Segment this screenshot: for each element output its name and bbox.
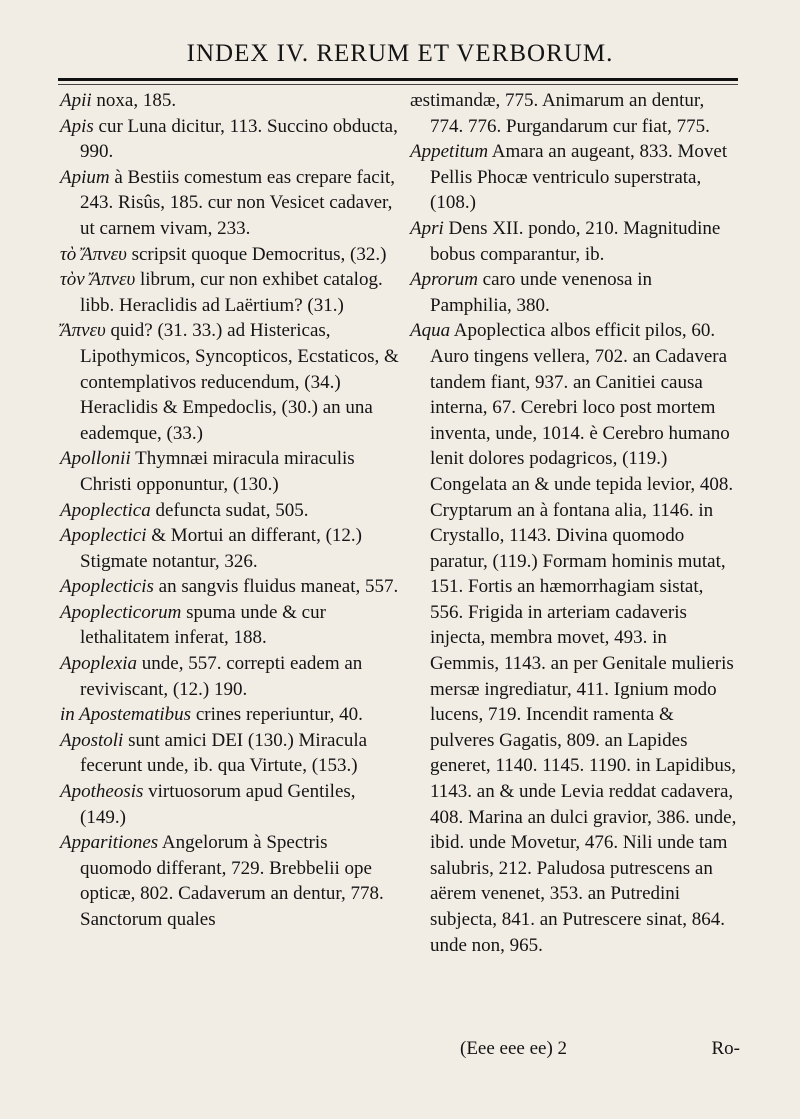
header-rule-thin xyxy=(58,84,738,85)
entry-text: Angelorum à Spectris quomodo differant, 729. Brebbelii ope opticæ, 802. Cadaverum an dentur, 778. Sanctorum quales xyxy=(80,832,384,930)
page-footer xyxy=(460,1038,740,1060)
entry-text: unde, 557. correpti eadem an reviviscant, (12.) 190. xyxy=(80,653,363,700)
entry-head: Apparitiones xyxy=(60,832,159,854)
index-entry xyxy=(60,114,400,165)
entry-text: scripsit quoque Democritus, (32.) xyxy=(126,243,387,265)
entry-text: Dens XII. pondo, 210. Magnitudine bobus comparantur, ib. xyxy=(430,217,721,265)
entry-head: Apoplecticorum xyxy=(60,601,182,623)
index-entry xyxy=(60,267,400,318)
entry-text: Amara an augeant, 833. Movet Pellis Phocæ ventriculo superstrata, (108.) xyxy=(430,141,728,214)
entry-text: cur Luna dicitur, 113. Succino obducta, 990. xyxy=(80,115,398,163)
entry-text: Apoplectica albos efficit pilos, 60. Auro tingens vellera, 702. an Cadavera tandem fiant, 937. an Canitiei causa interna, 67. Cerebri loco post mortem inventa, unde, 1014. è Cerebro humano lenit dolores podagricos, (119.) Congelata an & unde tepida levior, 408. Cryptarum an à fontana alia, 1146. in Crystallo, 1143. Divina quomodo paratur, (119.) Formam hominis mutat, 151. Fortis an hæmorrhagiam sistat, 556. Frigida in arteriam cadaveris injecta, membra movet, 493. in Gemmis, 1143. an per Genitale mulieris mersæ ingrediatur, 411. Ignium modo lucens, 719. Incendit ramenta & pulveres Gagatis, 809. an Lapides generet, 1140. 1145. 1190. in Lapidibus, 1143. an & unde Levia reddat cadavera, 408. Marina an dulci gravior, 386. unde, ibid. unde Movetur, 476. Nili unde tam salubris, 212. Paludosa putrescens an aërem venenet, 353. an Putredini subjecta, 841. an Putrescere sinat, 864. unde non, 965. xyxy=(430,320,737,956)
index-entry xyxy=(60,318,400,446)
entry-text: crines reperiuntur, 40. xyxy=(191,704,363,726)
entry-head: Aprorum xyxy=(410,269,478,291)
entry-head: Apollonii xyxy=(60,448,131,470)
entry-head: Apoplexia xyxy=(60,653,138,675)
entry-head: Apri xyxy=(410,217,444,239)
catchword: Ro- xyxy=(711,1038,740,1059)
index-entry xyxy=(60,446,400,497)
entry-text: à Bestiis comestum eas crepare facit, 243. Risûs, 185. cur non Vesicet cadaver, ut carnem vivam, 233. xyxy=(80,166,396,239)
entry-text: virtuosorum apud Gentiles, (149.) xyxy=(80,781,356,828)
index-entry xyxy=(60,242,400,268)
index-entry xyxy=(410,216,738,267)
index-entry xyxy=(60,574,400,600)
entry-head: Apoplecticis xyxy=(60,576,154,598)
index-entry xyxy=(60,600,400,651)
entry-head: τὸ Ἄπνευ xyxy=(60,243,127,265)
entry-head: Apii xyxy=(60,90,92,111)
index-entry xyxy=(60,498,400,524)
entry-text: spuma unde & cur lethalitatem inferat, 188. xyxy=(80,601,326,649)
entry-text: & Mortui an differant, (12.) Stigmate notantur, 326. xyxy=(80,525,362,572)
page-header: INDEX IV. RERUM ET VERBORUM. xyxy=(186,40,614,67)
entry-text: noxa, 185. xyxy=(91,90,177,111)
entry-head: in Apostematibus xyxy=(60,704,192,726)
index-entry xyxy=(410,318,738,958)
entry-head: Apotheosis xyxy=(60,781,144,803)
index-entry xyxy=(410,88,738,139)
index-entry xyxy=(60,651,400,702)
entry-text: Thymnæi miracula miraculis Christi opponuntur, (130.) xyxy=(80,448,355,495)
index-entry xyxy=(60,830,400,932)
index-entry xyxy=(60,779,400,830)
header-rule xyxy=(58,78,738,81)
entry-text: quid? (31. 33.) ad Histericas, Lipothymicos, Syncopticos, Ecstaticos, & contemplativos reducendum, (34.) Heraclidis & Empedoclis, (30.) an una eademque, (33.) xyxy=(80,320,399,444)
entry-head: Apis xyxy=(60,115,94,137)
entry-head: Apostoli xyxy=(60,729,124,751)
entry-text: æstimandæ, 775. Animarum an dentur, 774. 776. Purgandarum cur fiat, 775. xyxy=(410,90,710,137)
entry-head: Apium xyxy=(60,166,110,188)
index-entry xyxy=(60,523,400,574)
entry-head: Apoplectica xyxy=(60,499,151,521)
index-entry xyxy=(60,728,400,779)
index-entry xyxy=(60,165,400,242)
index-entry xyxy=(60,702,400,728)
index-entry xyxy=(410,139,738,216)
index-entry xyxy=(60,88,400,114)
entry-head: Appetitum xyxy=(410,141,489,163)
index-entry xyxy=(410,267,738,318)
entry-head: Aqua xyxy=(410,320,451,342)
entry-head: Ἄπνευ xyxy=(60,320,106,342)
entry-text: caro unde venenosa in Pamphilia, 380. xyxy=(430,269,653,316)
entry-text: librum, cur non exhibet catalog. libb. Heraclidis ad Laërtium? (31.) xyxy=(80,269,383,316)
right-column xyxy=(410,88,738,958)
entry-text: defuncta sudat, 505. xyxy=(150,499,309,521)
signature-mark: (Eee eee ee) 2 xyxy=(460,1038,568,1059)
entry-head: τὸν Ἄπνευ xyxy=(60,269,136,291)
entry-text: an sangvis fluidus maneat, 557. xyxy=(153,576,399,598)
left-column xyxy=(60,88,400,933)
entry-head: Apoplectici xyxy=(60,525,147,547)
entry-text: sunt amici DEI (130.) Miracula fecerunt unde, ib. qua Virtute, (153.) xyxy=(80,729,368,777)
